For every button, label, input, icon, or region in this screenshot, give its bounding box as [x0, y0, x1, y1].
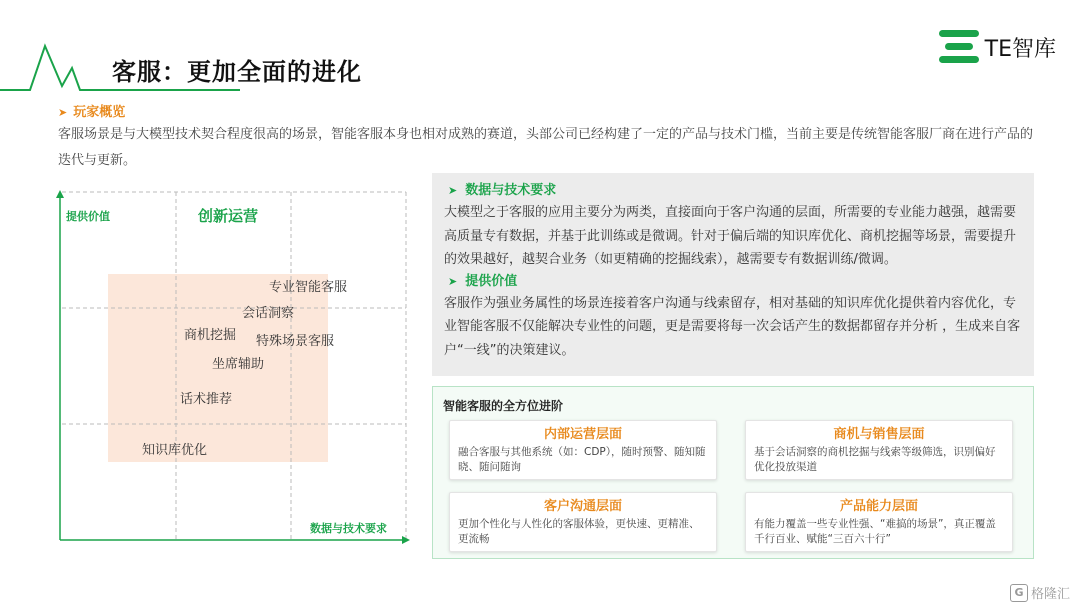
y-axis-label: 提供价值 [66, 210, 110, 223]
card-title: 内部运营层面 [543, 427, 622, 442]
card-title: 商机与销售层面 [833, 427, 925, 442]
card-desc: 融合客服与其他系统（如：CDP），随时预警、随知随晓、随问随询 [458, 446, 706, 473]
card-sales [745, 420, 1013, 480]
page-title: 客服：更加全面的进化 [112, 58, 362, 86]
te-logo-icon [939, 30, 979, 64]
quadrant-item: 专业智能客服 [269, 280, 348, 295]
quadrant-item: 知识库优化 [142, 443, 208, 458]
value-heading: ➤ 提供价值 [448, 273, 518, 289]
card-desc: 有能力覆盖一些专业性强、“难搞的场景”，真正覆盖千行百业、赋能“三百六十行” [754, 518, 996, 545]
card-title: 客户沟通层面 [543, 499, 622, 514]
watermark-text: 格隆汇 [1030, 587, 1070, 602]
overview-heading: ➤ 玩家概览 [58, 105, 126, 120]
x-axis-label: 数据与技术要求 [310, 522, 387, 535]
arrow-right-icon: ➤ [58, 106, 68, 119]
logo [939, 30, 1056, 64]
quadrant-item: 特殊场景客服 [256, 334, 335, 349]
card-product [745, 492, 1013, 552]
tech-text: 大模型之于客服的应用主要分为两类，直接面向于客户沟通的层面，所需要的专业能力越强，越需要高质量专有数据，并基于此训练或是微调。针对于偏后端的知识库优化、商机挖掘等场景，需要提升的效果越好，越契合业务（如更精确的挖掘线索），越需要专有数据训练/微调。 [444, 205, 1017, 267]
card-customer-comm [449, 492, 717, 552]
watermark [1010, 583, 1070, 602]
quadrant-item: 话术推荐 [180, 392, 233, 407]
logo-text: TE智库 [984, 36, 1056, 62]
quadrant-item: 商机挖掘 [184, 328, 237, 343]
progress-panel [432, 386, 1034, 559]
card-desc: 基于会话洞察的商机挖掘与线索等级筛选，识别偏好优化投放渠道 [754, 446, 996, 473]
progress-title: 智能客服的全方位进阶 [443, 399, 564, 413]
card-desc: 更加个性化与人性化的客服体验，更快速、更精准、更流畅 [458, 518, 700, 545]
y-axis-arrow-icon [56, 190, 64, 198]
quadrant-diagram [56, 190, 410, 546]
card-internal-ops [449, 420, 717, 480]
quadrant-title: 创新运营 [198, 207, 259, 225]
tech-requirement-panel [432, 173, 1034, 376]
tech-heading: ➤ 数据与技术要求 [448, 183, 557, 198]
overview-text: 客服场景是与大模型技术契合程度很高的场景，智能客服本身也相对成熟的赛道，头部公司已经构建了一定的产品与技术门槛，当前主要是传统智能客服厂商在进行产品的迭代与更新。 [58, 127, 1034, 168]
arrow-right-icon: ➤ [448, 274, 458, 288]
quadrant-item: 会话洞察 [242, 306, 295, 321]
watermark-icon: G [1010, 584, 1028, 602]
value-text: 客服作为强业务属性的场景连接着客户沟通与线索留存，相对基础的知识库优化提供着内容优化，专业智能客服不仅能解决专业性的问题，更是需要将每一次会话产生的数据都留存并分析 ，生成来自客户“一线”的决策建议。 [444, 295, 1021, 358]
card-title: 产品能力层面 [839, 499, 918, 514]
quadrant-item: 坐席辅助 [212, 357, 265, 372]
arrow-right-icon: ➤ [448, 184, 458, 197]
